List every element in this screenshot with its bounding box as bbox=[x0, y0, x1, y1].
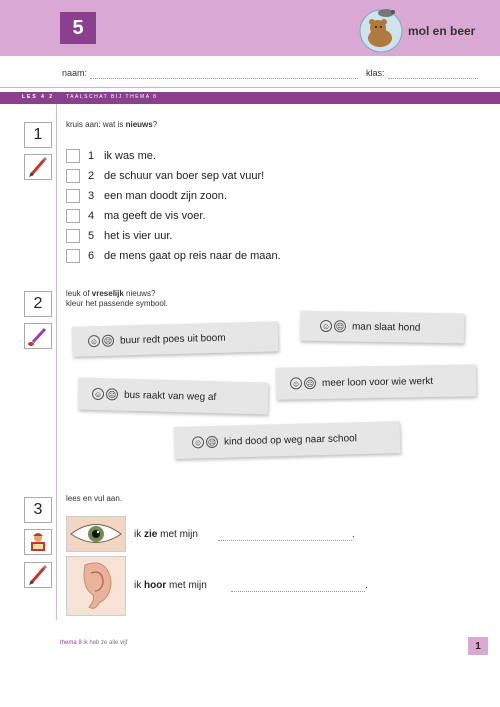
item-number: 2 bbox=[88, 170, 95, 182]
eye-photo bbox=[66, 516, 126, 552]
item-text: ik was me. bbox=[104, 150, 156, 162]
snippet-text: meer loon voor wie werkt bbox=[321, 375, 434, 389]
footer bbox=[60, 640, 127, 646]
name-label: naam: bbox=[62, 68, 88, 78]
task-number: 3 bbox=[24, 497, 52, 523]
snippet-text: bus raakt van weg af bbox=[123, 389, 217, 403]
answer-field[interactable] bbox=[218, 540, 352, 541]
list-item bbox=[66, 227, 172, 245]
class-label: klas: bbox=[366, 68, 385, 78]
brand-title: mol en beer bbox=[408, 24, 476, 38]
checkbox[interactable] bbox=[66, 209, 80, 223]
item-text: de schuur van boer sep vat vuur! bbox=[104, 170, 265, 182]
sad-face-icon[interactable]: ☹ bbox=[207, 437, 217, 447]
sentence-end: . bbox=[352, 529, 355, 540]
ear-photo bbox=[66, 556, 126, 616]
smiley-icon[interactable]: ☺ bbox=[89, 336, 99, 346]
item-number: 5 bbox=[88, 230, 95, 242]
pencil-icon bbox=[24, 562, 52, 588]
section-bar bbox=[0, 92, 500, 104]
item-number: 3 bbox=[88, 190, 95, 202]
name-field[interactable] bbox=[90, 78, 358, 79]
task-number: 2 bbox=[24, 291, 52, 317]
sad-face-icon[interactable]: ☹ bbox=[305, 378, 315, 388]
item-text: de mens gaat op reis naar de maan. bbox=[104, 250, 281, 262]
sad-face-icon[interactable]: ☹ bbox=[335, 321, 345, 331]
news-snippet bbox=[300, 311, 464, 344]
task-number: 1 bbox=[24, 122, 52, 148]
checkbox[interactable] bbox=[66, 149, 80, 163]
task1-instruction: kruis aan: wat is nieuws? bbox=[66, 120, 158, 129]
footer-title: ik heb ze alle vijf bbox=[81, 640, 128, 646]
unit-number-badge: 5 bbox=[60, 12, 96, 44]
item-text: het is vier uur. bbox=[104, 230, 173, 242]
pencil-icon bbox=[24, 154, 52, 180]
snippet-text: buur redt poes uit boom bbox=[119, 332, 226, 346]
item-number: 6 bbox=[88, 250, 95, 262]
answer-field[interactable] bbox=[231, 591, 365, 592]
sad-face-icon[interactable]: ☹ bbox=[107, 389, 117, 400]
lesson-code: LES 4 2 bbox=[22, 94, 55, 100]
name-row bbox=[0, 58, 500, 88]
checkbox[interactable] bbox=[66, 229, 80, 243]
list-item bbox=[66, 207, 206, 225]
smiley-icon[interactable]: ☺ bbox=[321, 321, 331, 331]
smiley-icon[interactable]: ☺ bbox=[291, 378, 301, 388]
item-number: 4 bbox=[88, 210, 95, 222]
fill-sentence: ik zie met mijn bbox=[134, 529, 198, 540]
smiley-icon[interactable]: ☺ bbox=[193, 437, 203, 447]
footer-theme: thema 8 bbox=[60, 640, 82, 646]
smiley-icon[interactable]: ☺ bbox=[93, 389, 103, 399]
fill-sentence: ik hoor met mijn bbox=[134, 580, 207, 591]
news-snippet bbox=[72, 321, 279, 356]
list-item bbox=[66, 247, 281, 265]
snippet-text: kind dood op weg naar school bbox=[223, 432, 357, 448]
checkbox[interactable] bbox=[66, 169, 80, 183]
sad-face-icon[interactable]: ☹ bbox=[103, 336, 113, 346]
snippet-text: man slaat hond bbox=[351, 320, 421, 334]
item-text: ma geeft de vis voer. bbox=[104, 210, 206, 222]
item-number: 1 bbox=[88, 150, 95, 162]
news-snippet bbox=[78, 378, 269, 415]
list-item bbox=[66, 167, 264, 185]
section-title: TAALSCHAT BIJ THEMA 8 bbox=[66, 94, 158, 100]
task3-instruction: lees en vul aan. bbox=[66, 494, 123, 503]
reading-child-icon bbox=[24, 529, 52, 555]
checkbox[interactable] bbox=[66, 249, 80, 263]
paintbrush-icon bbox=[24, 323, 52, 349]
divider bbox=[0, 87, 500, 88]
checkbox[interactable] bbox=[66, 189, 80, 203]
list-item bbox=[66, 147, 156, 165]
mole-and-bear-logo bbox=[356, 4, 406, 54]
task2-instruction: leuk of vreselijk nieuws? kleur het passende symbool. bbox=[66, 289, 168, 308]
news-snippet bbox=[174, 421, 401, 459]
class-field[interactable] bbox=[388, 78, 478, 79]
sentence-end: . bbox=[365, 580, 368, 591]
news-snippet bbox=[276, 364, 477, 399]
page-number: 1 bbox=[468, 637, 488, 655]
list-item bbox=[66, 187, 227, 205]
margin-rule bbox=[56, 104, 57, 620]
item-text: een man doodt zijn zoon. bbox=[104, 190, 227, 202]
